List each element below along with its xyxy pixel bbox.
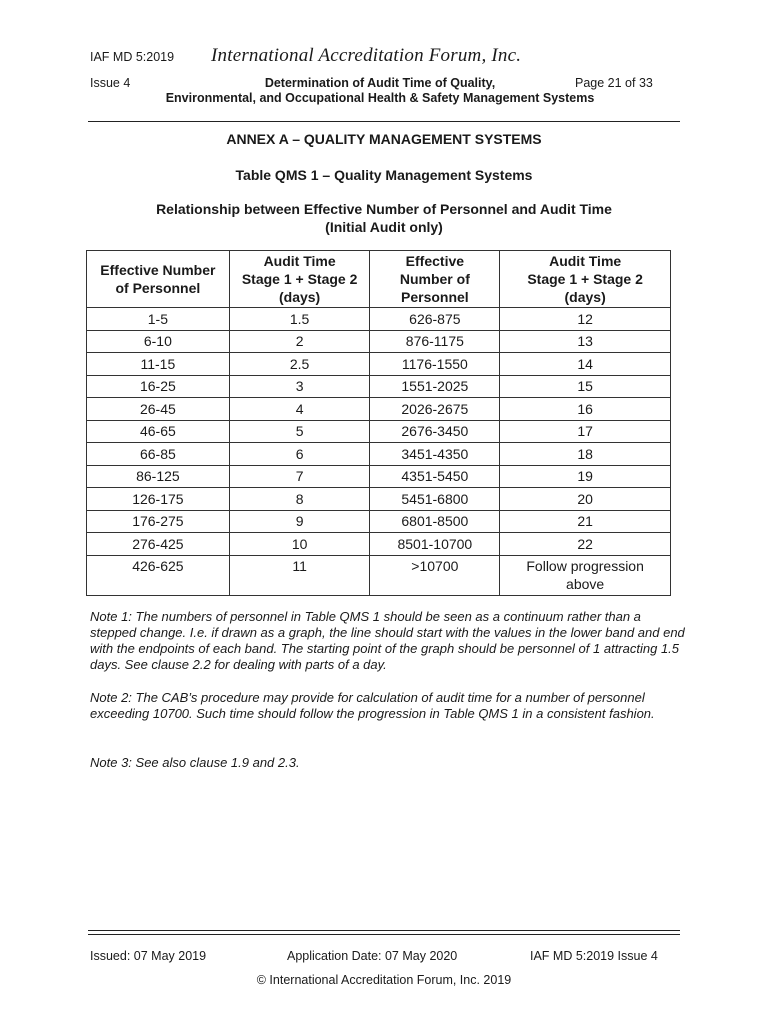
col-header-audit-time-2 [500,251,671,308]
header-rule [88,121,680,122]
table-cell: 66-85 [87,443,230,466]
table-cell: 16 [500,398,671,421]
table-cell: 2 [229,330,370,353]
table-cell: 426-625 [87,555,230,595]
table-subtitle [88,200,680,236]
table-cell: 13 [500,330,671,353]
table-row [87,375,671,398]
annex-title: ANNEX A – QUALITY MANAGEMENT SYSTEMS [226,131,542,147]
header-title-line1: Determination of Audit Time of Quality, [264,76,496,90]
table-cell: 26-45 [87,398,230,421]
table-cell: 22 [500,533,671,556]
table-cell: 1.5 [229,308,370,331]
table-cell: 15 [500,375,671,398]
table-cell: 12 [500,308,671,331]
header-text: Personnel [401,289,469,305]
table-row [87,308,671,331]
table-cell: 21 [500,510,671,533]
col-header-personnel-2 [370,251,500,308]
table-cell: 3 [229,375,370,398]
subtitle-line2: (Initial Audit only) [325,219,443,235]
table-cell: 4351-5450 [370,465,500,488]
header-page-number: Page 21 of 33 [575,76,653,90]
header-text: of Personnel [115,280,201,296]
table-cell: 2676-3450 [370,420,500,443]
table-cell: 5451-6800 [370,488,500,511]
table-cell: 9 [229,510,370,533]
table-header-row [87,251,671,308]
table-cell: 6-10 [87,330,230,353]
table-cell: 876-1175 [370,330,500,353]
table-cell: 1176-1550 [370,353,500,376]
table-cell: 8501-10700 [370,533,500,556]
footer-copyright: © International Accreditation Forum, Inc. 2019 [256,973,512,987]
table-cell: 16-25 [87,375,230,398]
col-header-personnel-1 [87,251,230,308]
table-cell: 1-5 [87,308,230,331]
header-document-title [150,76,610,106]
cell-line: Follow progression [526,557,644,574]
header-text: (days) [278,289,321,305]
table-row-last [87,555,671,595]
header-text: Effective [405,253,465,269]
table-row [87,353,671,376]
table-cell: 8 [229,488,370,511]
footer-application-date: Application Date: 07 May 2020 [287,949,458,963]
table-cell: 4 [229,398,370,421]
footer-rule-top [88,930,680,931]
table-row [87,465,671,488]
note-3: Note 3: See also clause 1.9 and 2.3. [90,755,300,770]
table-cell: 6 [229,443,370,466]
table-row [87,488,671,511]
table-cell [500,555,671,595]
header-text: Audit Time [549,253,622,269]
table-cell: 626-875 [370,308,500,331]
header-org-name: International Accreditation Forum, Inc. [211,45,522,66]
header-text: Audit Time [263,253,336,269]
table-cell: 18 [500,443,671,466]
note-1: Note 1: The numbers of personnel in Table QMS 1 should be seen as a continuum rather than a stepped change. I.e. if drawn as a graph, the line should start with the values in the lower band and end with the endpoints of each band. The starting point of the graph should be personnel of 1 attracting 1.5 days. See clause 2.2 for dealing with parts of a day. [90,609,685,672]
header-issue: Issue 4 [90,76,131,90]
header-doc-code: IAF MD 5:2019 [90,50,175,64]
table-cell: 7 [229,465,370,488]
header-text: Stage 1 + Stage 2 [241,271,358,287]
table-cell: 176-275 [87,510,230,533]
table-cell: 2026-2675 [370,398,500,421]
table-row [87,420,671,443]
subtitle-line1: Relationship between Effective Number of Personnel and Audit Time [156,201,612,217]
table-cell: 11 [229,555,370,595]
table-cell: 2.5 [229,353,370,376]
table-row [87,510,671,533]
header-text: Number of [399,271,470,287]
header-text: Effective Number [100,262,216,278]
table-title: Table QMS 1 – Quality Management Systems [235,167,533,183]
table-cell: 10 [229,533,370,556]
header-text: Stage 1 + Stage 2 [527,271,643,287]
table-cell: 6801-8500 [370,510,500,533]
table-row [87,398,671,421]
table-cell: 20 [500,488,671,511]
table-row [87,330,671,353]
table-cell: 14 [500,353,671,376]
table-cell: 3451-4350 [370,443,500,466]
col-header-audit-time-1 [229,251,370,308]
table-cell: 126-175 [87,488,230,511]
table-cell: 1551-2025 [370,375,500,398]
table-row [87,443,671,466]
header-title-line2: Environmental, and Occupational Health & Safety Management Systems [165,91,595,105]
header-text: (days) [564,289,606,305]
table-cell: 86-125 [87,465,230,488]
table-cell: 11-15 [87,353,230,376]
footer-issued-date: Issued: 07 May 2019 [90,949,207,963]
table-cell: 46-65 [87,420,230,443]
table-cell: 276-425 [87,533,230,556]
audit-time-table [86,250,671,596]
note-2: Note 2: The CAB’s procedure may provide for calculation of audit time for a number of personnel exceeding 10700. Such time should follow the progression in Table QMS 1 in a consistent fashion. [90,690,655,721]
table-cell: 5 [229,420,370,443]
footer-doc-id: IAF MD 5:2019 Issue 4 [530,949,658,963]
table-cell: 19 [500,465,671,488]
table-row [87,533,671,556]
table-cell: >10700 [370,555,500,595]
table-cell: 17 [500,420,671,443]
footer-rule-bottom [88,934,680,935]
cell-line: above [566,575,605,592]
table-body [87,308,671,596]
